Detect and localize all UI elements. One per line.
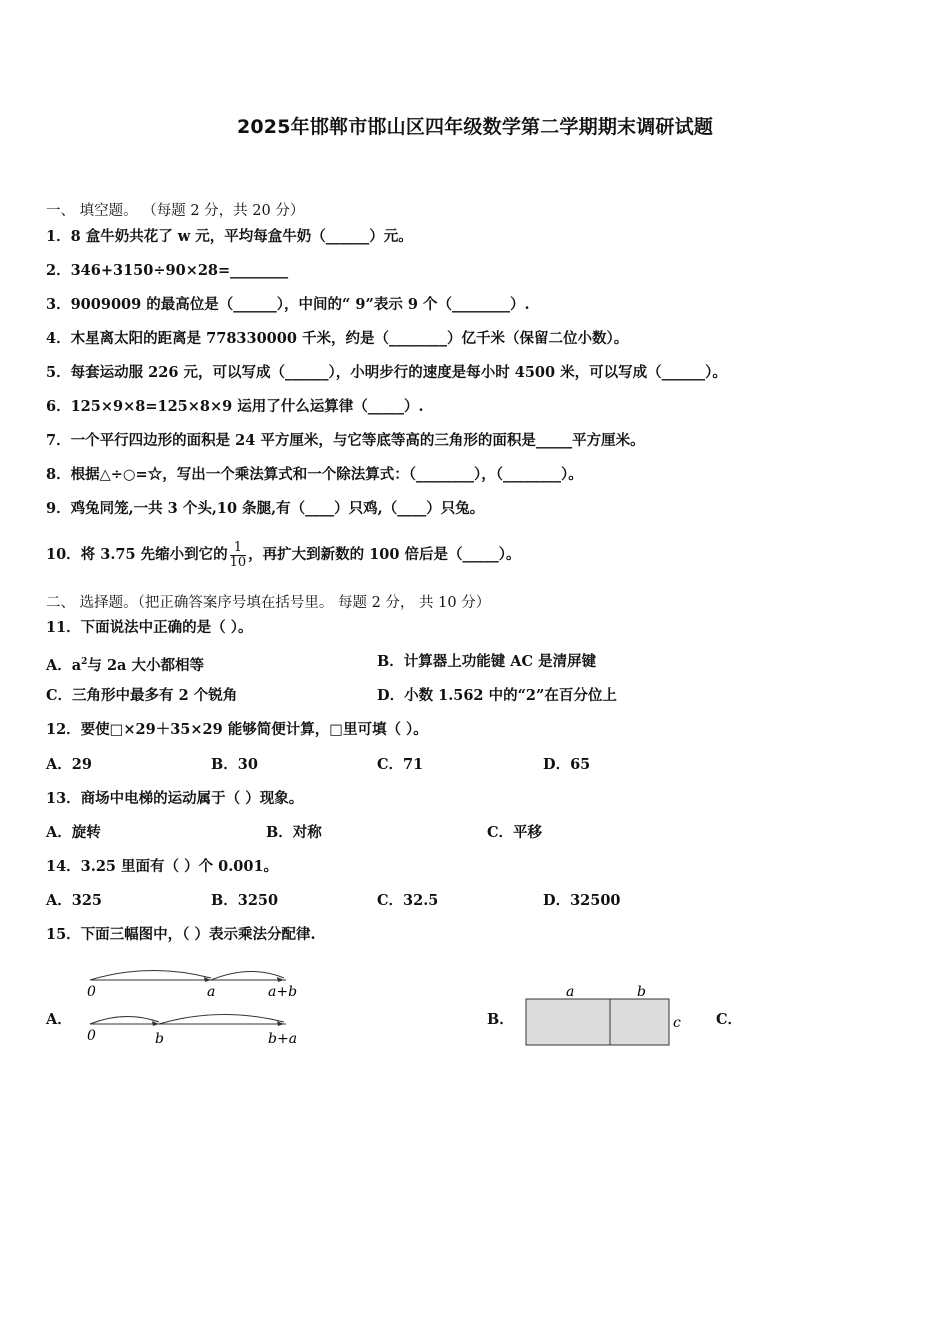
question-12: 12．要使□×29＋35×29 能够简便计算，□里可填（ ）。	[46, 721, 428, 738]
question-1: 1．8 盒牛奶共花了 w 元，平均每盒牛奶（______）元。	[46, 228, 413, 245]
question-11: 11．下面说法中正确的是（ ）。	[46, 619, 253, 636]
rectangle-area-figure	[520, 980, 690, 1050]
tick-label: b	[155, 1031, 164, 1047]
q11-option-b: B．计算器上功能键 AC 是清屏键	[377, 653, 597, 670]
q14-option-b: B．3250	[211, 892, 279, 909]
question-6: 6．125×9×8=125×8×9 运用了什么运算律（_____）.	[46, 398, 424, 415]
q13-option-c: C．平移	[487, 824, 543, 841]
q12-option-c: C．71	[377, 756, 424, 773]
number-line-figure	[80, 960, 320, 1050]
question-8: 8．根据△÷○=☆，写出一个乘法算式和一个除法算式：（________），（________）。	[46, 466, 583, 483]
side-label-c: c	[673, 1015, 681, 1031]
fraction-numerator: 1	[230, 541, 247, 556]
q11-option-a-text: A．a	[46, 656, 82, 674]
q14-option-d: D．32500	[543, 892, 621, 909]
q14-option-c: C．32.5	[377, 892, 439, 909]
q13-option-b: B．对称	[266, 824, 322, 841]
question-7: 7．一个平行四边形的面积是 24 平方厘米，与它等底等高的三角形的面积是_____平方厘米。	[46, 432, 645, 449]
tick-label: 0	[87, 1028, 96, 1044]
jump-arc	[90, 970, 211, 980]
question-5: 5．每套运动服 226 元，可以写成（______），小明步行的速度是每小时 4500 米，可以写成（______）。	[46, 364, 727, 381]
question-3: 3．9009009 的最高位是（______），中间的“ 9”表示 9 个（________）.	[46, 296, 530, 313]
q11-option-c: C．三角形中最多有 2 个锐角	[46, 687, 238, 704]
superscript: 2	[81, 657, 88, 667]
question-2: 2．346+3150÷90×28=________	[46, 262, 289, 279]
q15-option-c-label: C．	[716, 1011, 743, 1028]
area-rectangle	[526, 999, 669, 1045]
fraction	[230, 541, 247, 570]
question-13: 13．商场中电梯的运动属于（ ）现象。	[46, 790, 304, 807]
section-2-heading: 二、 选择题。（把正确答案序号填在括号里。 每题 2 分， 共 10 分）	[46, 595, 491, 611]
q12-option-a: A．29	[46, 756, 92, 773]
page-title: 2025年邯郸市邯山区四年级数学第二学期期末调研试题	[236, 116, 714, 138]
question-15: 15．下面三幅图中，（ ）表示乘法分配律.	[46, 926, 316, 943]
tick-label: 0	[87, 984, 96, 1000]
question-10-prefix: 10．将 3.75 先缩小到它的	[46, 546, 228, 563]
tick-label: a+b	[268, 984, 298, 1000]
question-10	[46, 537, 521, 573]
q12-option-d: D．65	[543, 756, 591, 773]
question-4: 4．木星离太阳的距离是 778330000 千米，约是（________）亿千米（保留二位小数）。	[46, 330, 629, 347]
q13-option-a: A．旋转	[46, 824, 101, 841]
q14-option-a: A．325	[46, 892, 103, 909]
jump-arc	[211, 971, 284, 980]
jump-arc	[159, 1014, 284, 1024]
question-9: 9．鸡兔同笼,一共 3 个头,10 条腿,有（____）只鸡,（____）只兔。	[46, 500, 485, 517]
jump-arc	[90, 1016, 159, 1024]
q11-option-a-rest: 与 2a 大小都相等	[87, 656, 205, 674]
q12-option-b: B．30	[211, 756, 258, 773]
side-label-b: b	[637, 984, 646, 1000]
q11-option-d: D．小数 1.562 中的“2”在百分位上	[377, 687, 617, 704]
fraction-denominator: 10	[229, 554, 247, 570]
section-1-heading: 一、 填空题。 （每题 2 分，共 20 分）	[46, 203, 305, 219]
side-label-a: a	[566, 984, 575, 1000]
q15-option-a-label: A．	[46, 1011, 72, 1028]
q15-option-b-label: B．	[487, 1011, 514, 1028]
q11-option-a	[46, 652, 204, 676]
tick-label: a	[207, 984, 216, 1000]
question-10-suffix: ，再扩大到新数的 100 倍后是（_____）。	[248, 546, 521, 563]
question-14: 14．3.25 里面有（ ）个 0.001。	[46, 858, 279, 875]
tick-label: b+a	[268, 1031, 298, 1047]
